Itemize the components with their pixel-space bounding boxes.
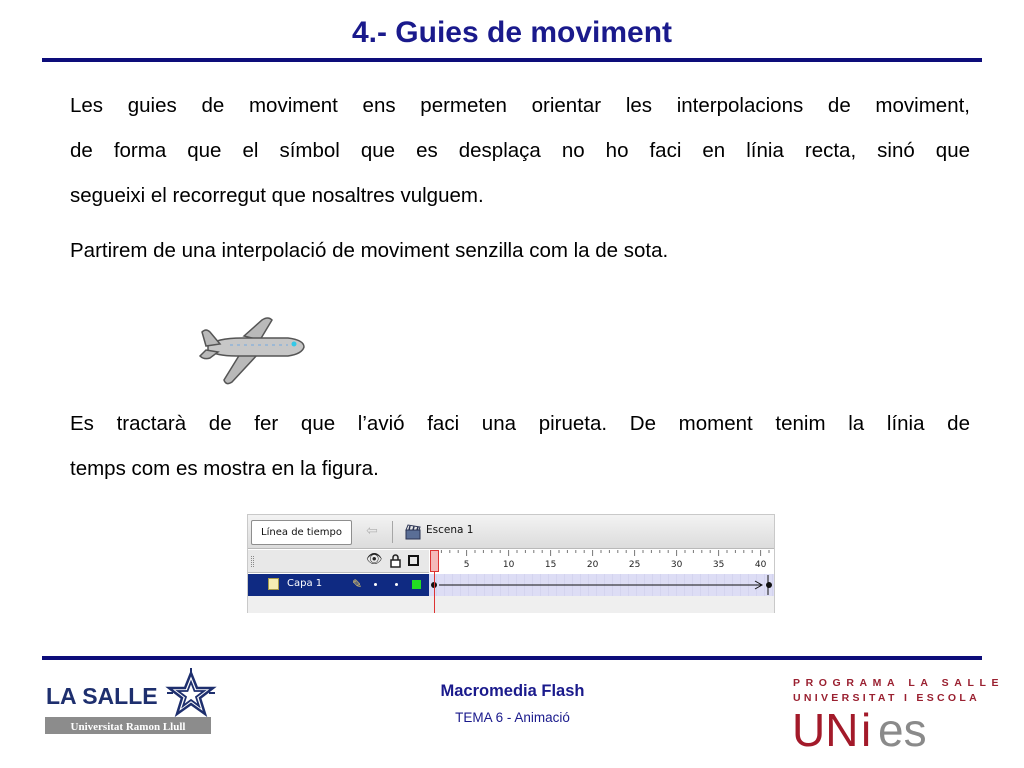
outline-color-swatch[interactable] [412, 580, 421, 589]
svg-text:i: i [861, 704, 872, 756]
star-icon [167, 668, 215, 714]
timeline-empty-area [248, 596, 774, 613]
outline-icon[interactable] [408, 555, 419, 566]
paragraph-line: segueixi el recorregut que nosaltres vulguem. [70, 184, 484, 207]
svg-text:UN: UN [792, 704, 859, 756]
paragraph-line: temps com es mostra en la figura. [70, 457, 379, 480]
paragraph-line: de forma que el símbol que es desplaça no ho faci en línia recta, sinó que [70, 139, 970, 162]
ruler-number: 15 [544, 560, 557, 570]
svg-text:es: es [878, 704, 927, 756]
la-salle-subtitle: Universitat Ramon Llull [70, 721, 186, 733]
pencil-icon: ✎ [352, 577, 363, 591]
ruler-number: 40 [754, 560, 767, 570]
lock-dot[interactable] [395, 583, 398, 586]
header-divider [42, 58, 982, 62]
paragraph-intro [70, 83, 970, 218]
frame-ruler[interactable] [429, 550, 774, 573]
paragraph-start: Partirem de una interpolació de moviment senzilla com la de sota. [70, 239, 669, 262]
ruler-number: 25 [628, 560, 641, 570]
timeline-panel [247, 514, 775, 613]
end-keyframe[interactable] [766, 582, 772, 588]
unies-logo [792, 676, 1005, 756]
plane-cockpit [292, 342, 297, 347]
plane-wing-upper [244, 318, 272, 340]
scene-label[interactable]: Escena 1 [426, 524, 474, 536]
toolbar-divider [392, 521, 393, 543]
ruler-number: 20 [586, 560, 599, 570]
ruler-number: 10 [502, 560, 515, 570]
plane-tail-lower [200, 350, 218, 359]
eye-icon[interactable]: 👁 [366, 552, 383, 567]
layer-row[interactable] [248, 574, 429, 596]
scene-clapper-icon [405, 524, 421, 540]
page-title: 4.- Guies de moviment [351, 16, 673, 49]
layer-icon [268, 578, 279, 590]
ruler-number: 5 [463, 560, 470, 570]
plane-wing-lower [224, 354, 258, 384]
airplane-illustration [196, 314, 308, 388]
paragraph-line: Es tractarà de fer que l’avió faci una pirueta. De moment tenim la línia de [70, 412, 970, 435]
paragraph-line: Les guies de moviment ens permeten orientar les interpolacions de moviment, [70, 94, 970, 117]
playhead-line [434, 572, 435, 613]
unies-line2: UNIVERSITAT I ESCOLA [793, 692, 980, 704]
motion-tween [429, 574, 774, 596]
la-salle-wordmark: LA SALLE [46, 683, 158, 709]
lock-icon[interactable] [390, 554, 401, 568]
unies-mark [792, 704, 927, 756]
timeline-header [248, 515, 774, 549]
layer-name[interactable]: Capa 1 [287, 578, 323, 589]
ruler-number: 30 [670, 560, 683, 570]
footer-course [380, 682, 645, 725]
la-salle-logo [45, 671, 217, 737]
playhead[interactable] [430, 550, 439, 572]
plane-tail [202, 330, 220, 346]
frame-track[interactable] [429, 574, 774, 596]
drag-handle[interactable] [251, 556, 254, 567]
course-topic: TEMA 6 - Animació [455, 710, 570, 725]
unies-line1: PROGRAMA LA SALLE [793, 677, 1005, 689]
footer-divider [42, 656, 982, 660]
tab-timeline[interactable]: Línea de tiempo [251, 520, 352, 545]
ruler-number: 35 [712, 560, 725, 570]
back-arrow-icon[interactable]: ⇦ [366, 523, 378, 539]
plane-fuselage [208, 338, 304, 356]
visibility-dot[interactable] [374, 583, 377, 586]
paragraph-task [70, 401, 970, 491]
course-title: Macromedia Flash [440, 682, 585, 700]
